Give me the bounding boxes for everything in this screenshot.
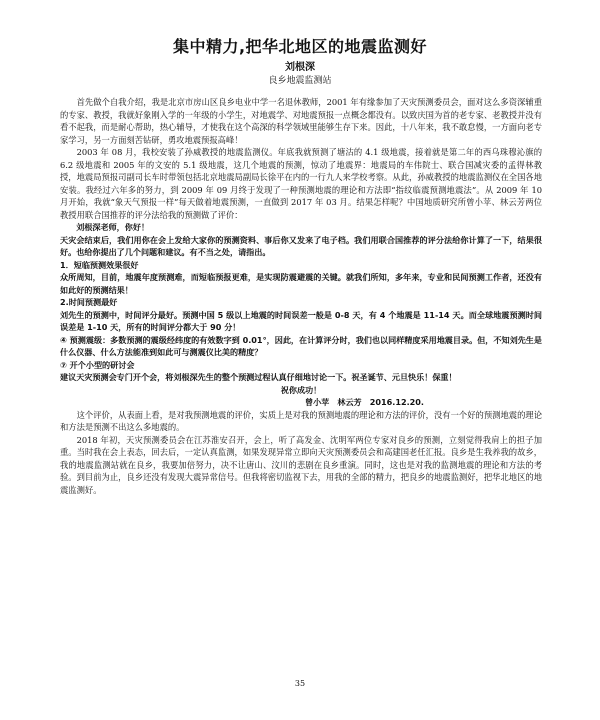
letter-item2-heading: 2.时间预测最好 — [60, 297, 118, 307]
author-name: 刘根深 — [285, 62, 315, 73]
letter-item1-body: 众所周知，目前，地震年度预测难，而短临预报更难，是实现防震避震的关键。就我们所知，多年来，专业和民间预测工作者，还没有如此好的预测结果！ — [60, 272, 542, 295]
outro-paragraph-2: 2018 年初，天灾预测委员会在江苏淮安召开，会上，听了高发金、沈明军两位专家对良乡的预测，立刻觉得我肩上的担子加重。当时我在会上表态，回去后，一定认真监测，如果发现异常立即向天灾预测委员会和高建国老任汇报。良乡是生我养我的故乡，我的地震监测站就在良乡，我要加倍努力，决不让唐山、汶川的悲剧在良乡重演。同时，这也是对我的监测地震的理论和方法的考验。到目前为止，良乡还没有发现大震异常信号。但我将密切监视下去，用我的全部的精力，把良乡的地震监测好，把华北地区的地震监测好。 — [60, 434, 542, 495]
letter-item3: ④ 预测震级：多数预测的震级经纬度的有效数字到 0.01°，因此，在计算评分时，我们也以同样精度采用地震目录。但，不知刘先生是什么仪器、什么方法能准到如此可与测震仪比美的精度？ — [60, 334, 542, 357]
letter-item1-heading: 1．短临预测效果很好 — [60, 259, 139, 270]
outro-paragraph-1: 这个评价，从表面上看，是对我预测地震的评价，实质上是对我的预测地震的理论和方法的评价，没有一个好的预测地震的理论和方法是预测不出这么多地震的。 — [60, 409, 542, 432]
letter-intro: 天灾会结束后，我们用你在会上发给大家你的预测资料、事后你又发来了电子档。我们用联合国推荐的评分法给你计算了一下，结果很好。也给你提出了几个问题和建议。有不当之处，请指出。 — [60, 234, 542, 257]
intro-paragraph-1: 首先做个自我介绍，我是北京市房山区良乡电业中学一名退休教师，2001 年有缘参加了天灾预测委员会，面对这么多资深辅重的专家、教授，我就好象刚入学的一年级的小学生，对地震学、对地震预报一点概念都没有。以致庆国为首的老专家、老教授并没有看不起我，而是耐心帮助，热心辅导，才使我在这个高深的科学领域里能够生存下来。因此，十八年来，我不敢怠慢，一方面向老专家学习，另一方面刻苦钻研，勇攻地震预报高峰！ — [60, 97, 542, 145]
letter-item2-body: 刘先生的预测中，时间评分最好。预测中国 5 级以上地震的时间误差一般是 0-8 天，有 4 个地震是 11-14 天。而全球地震预测时间误差是 1-10 天，所有的时间评分都大于 90 分！ — [60, 309, 542, 332]
letter-greeting: 刘根深老师，你好！ — [76, 222, 150, 232]
letter-item4-body: 建议天灾预测会专门开个会，将刘根深先生的整个预测过程认真仔细地讨论一下。祝圣诞节、元旦快乐！保重！ — [60, 372, 457, 382]
author-affiliation: 良乡地震监测站 — [268, 76, 332, 86]
intro-paragraph-2: 2003 年 08 月，我校安装了孙威教授的地震监测仪。年底我就预测了塘沽的 4.1 级地震，接着就是第二年的西乌珠穆沁旗的 6.2 级地震和 2005 年的文安的 5.1 级地震，这几个地震的预测，惊动了地震界：地震局的车伟院士、联合国减灾委的孟得林教授，地震局预报司副司长车时带领包括北京地震局副局长徐平在内的一行九人来学校考察。从此，孙威教授的地震监测仪在全国各地安装。我经过六年多的努力，到 2009 年 09 月终于发现了一种预测地震的理论和方法即“指纹临震预测地震法”。从 2009 年 10 月开始，我就“象天气预报一样”每天做着地震预测，一直做到 2017 年 03 月。结果怎样呢？中国地质研究所曾小苹、林云芳两位教授用联合国推荐的评分法给我的预测做了评价： — [60, 147, 542, 220]
letter-closing: 祝你成功！ — [280, 384, 322, 395]
letter-item4-heading: ⑦ 开个小型的研讨会 — [60, 359, 135, 370]
article-body — [60, 96, 542, 496]
article-title: 集中精力,把华北地区的地震监测好 — [172, 37, 428, 56]
letter-signature: 曾小苹 林云芳 2016.12.20. — [304, 397, 424, 407]
page-number: 35 — [294, 679, 306, 688]
